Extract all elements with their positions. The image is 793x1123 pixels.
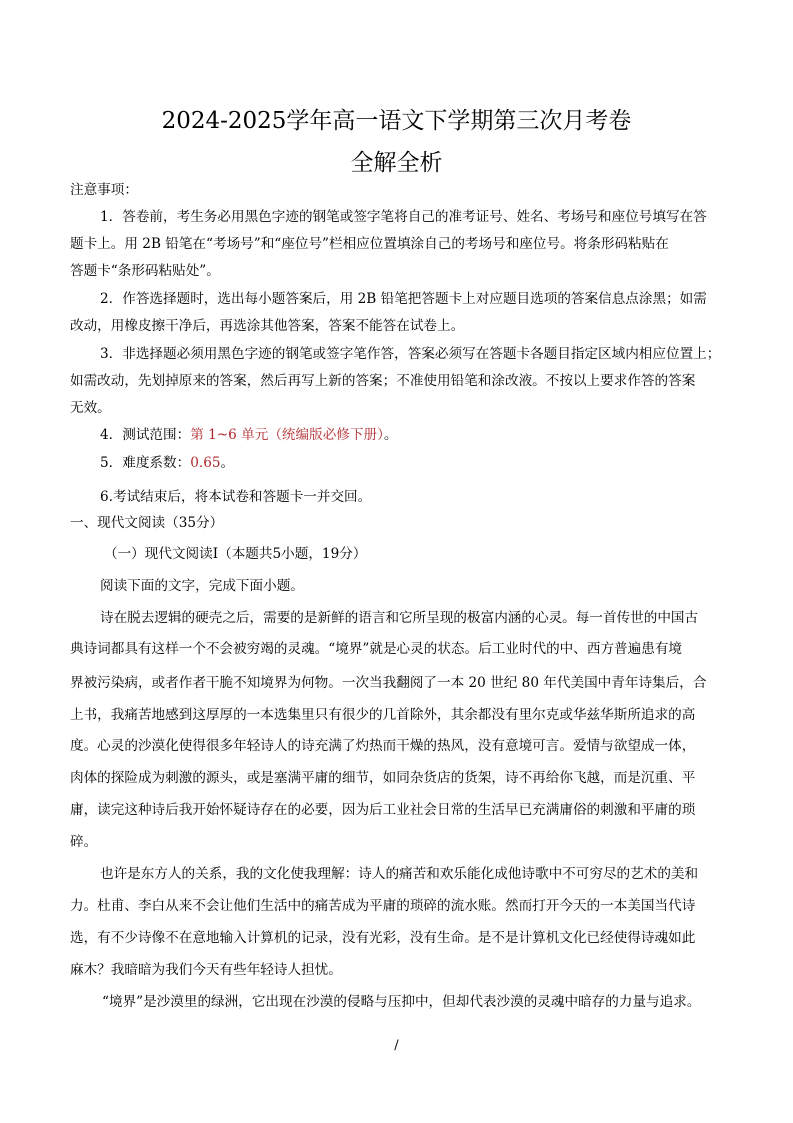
notice-1-line-1: 1．答卷前，考生务必用黑色字迹的钢笔或签字笔将自己的准考证号、姓名、考场号和座位号填写在答 xyxy=(100,209,707,225)
section-heading: 一、现代文阅读（35分） xyxy=(70,515,224,531)
notice-5-end: 。 xyxy=(220,455,235,471)
notice-2-line-2: 改动，用橡皮擦干净后，再选涂其他答案，答案不能答在试卷上。 xyxy=(70,318,465,334)
passage-p2-line-3: 选，有不少诗像不在意地输入计算机的记录，没有光彩，没有生命。是不是计算机文化已经使得诗魂如此 xyxy=(70,930,696,946)
page-number: / xyxy=(394,1038,399,1053)
notice-4 xyxy=(100,426,730,444)
passage-p3-line-1: “境界”是沙漠里的绿洲，它出现在沙漠的侵略与压抑中，但却代表沙漠的灵魂中暗存的力量与追求。 xyxy=(102,994,701,1010)
passage-p1-line-2: 典诗词都具有这样一个不会被穷竭的灵魂。“境界”就是心灵的状态。后工业时代的中、西方普遍患有境 xyxy=(70,641,683,657)
test-scope: 第 1~6 单元（统编版必修下册） xyxy=(190,427,384,443)
instruction: 阅读下面的文字，完成下面小题。 xyxy=(100,578,304,594)
notice-4-end: 。 xyxy=(383,427,398,443)
passage-p1-line-5: 度。心灵的沙漠化使得很多年轻诗人的诗充满了灼热而干燥的热风，没有意境可言。爱情与欲望成一体， xyxy=(70,738,696,754)
notice-2-line-1: 2．作答选择题时，选出每小题答案后，用 2B 铅笔把答题卡上对应题目选项的答案信息点涂黑；如需 xyxy=(100,291,707,307)
passage-p2-line-4: 麻木？我暗暗为我们今天有些年轻诗人担忧。 xyxy=(70,962,342,978)
passage-p1-line-7: 庸，读完这种诗后我开始怀疑诗存在的必要，因为后工业社会日常的生活早已充满庸俗的刺激和平庸的琐 xyxy=(70,802,696,818)
notice-1-line-3: 答题卡“条形码粘贴处”。 xyxy=(70,263,220,279)
passage-p1-line-1: 诗在脱去逻辑的硬壳之后，需要的是新鲜的语言和它所呈现的极富内涵的心灵。每一首传世的中国古 xyxy=(100,610,699,626)
passage-p2-line-1: 也许是东方人的关系，我的文化使我理解：诗人的痛苦和欢乐能化成他诗歌中不可穷尽的艺术的美和 xyxy=(100,866,699,882)
passage-p2-line-2: 力。杜甫、李白从来不会让他们生活中的痛苦成为平庸的琐碎的流水账。然而打开今天的一本美国当代诗 xyxy=(70,898,696,914)
notice-heading: 注意事项： xyxy=(70,182,138,198)
notice-5 xyxy=(100,454,730,472)
page-title: 2024-2025学年高一语文下学期第三次月考卷 xyxy=(161,108,632,134)
notice-3-line-3: 无效。 xyxy=(70,400,111,416)
notice-3-line-2: 如需改动，先划掉原来的答案，然后再写上新的答案；不准使用铅笔和涂改液。不按以上要求作答的答案 xyxy=(70,373,696,389)
notice-5-label: 5．难度系数： xyxy=(100,455,191,471)
passage-p1-line-8: 碎。 xyxy=(70,834,98,850)
passage-p1-line-4: 上书，我痛苦地感到这厚厚的一本选集里只有很少的几首除外，其余都没有里尔克或华兹华斯所追求的高 xyxy=(70,707,696,723)
notice-4-label: 4．测试范围： xyxy=(100,427,191,443)
notice-6: 6.考试结束后，将本试卷和答题卡一并交回。 xyxy=(100,489,372,505)
passage-p1-line-3: 界被污染病，或者作者干脆不知境界为何物。一次当我翻阅了一本 20 世纪 80 年代美国中青年诗集后，合 xyxy=(70,675,707,691)
passage-p1-line-6: 肉体的探险成为刺激的源头，或是塞满平庸的细节，如同杂货店的货架，诗不再给你飞越，而是沉重、平 xyxy=(70,770,696,786)
difficulty-value: 0.65 xyxy=(190,455,221,471)
notice-1-line-2: 题卡上。用 2B 铅笔在“考场号”和“座位号”栏相应位置填涂自己的考场号和座位号。将条形码粘贴在 xyxy=(70,236,669,252)
page-subtitle: 全解全析 xyxy=(350,150,443,176)
subsection-heading: （一）现代文阅读Ⅰ（本题共5小题，19分） xyxy=(104,546,367,562)
notice-3-line-1: 3．非选择题必须用黑色字迹的钢笔或签字笔作答，答案必须写在答题卡各题目指定区域内相应位置上； xyxy=(100,346,721,362)
